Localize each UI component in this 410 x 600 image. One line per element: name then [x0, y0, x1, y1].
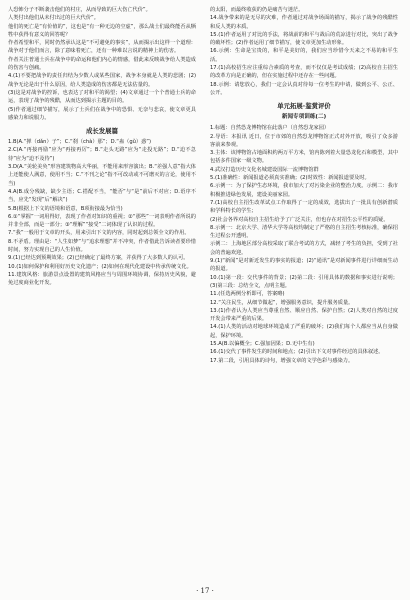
answer-item: 2.导语：本报讯 近日，位于市郊的自然恐龙博物馆正式对外开放，吸引了众多游客前来参观。 [210, 133, 398, 148]
answer-item: 3.D(A.“美轮美奂”形容建筑物高大华丽，不能用来形容演出；B.“差强人意”指大体上还能使人满意，使用不当；C.“不刊之论”指不可改动或不可磨灭的言论，使用不当) [8, 164, 196, 187]
paragraph: 人恐怖分子不断袭击他们的村庄，从而导致的巨大伤亡代价”。 [8, 7, 151, 13]
answer-item: 15.(1)作者运用了对比的手法，将战前的和平与战后的荒凉进行对比，突出了战争的破坏性；(2)作者运用了细节描写，使文章更加生动形象。 [210, 31, 398, 47]
answer-item: 11.建筑风格：旅游景点设置的建筑风格应当与周围环境协调，保持历史风貌，避免过度商业化开发。 [8, 271, 196, 287]
left-column [8, 6, 196, 590]
answer-item: 示例二：上海地区部分高校采取了联合考试的方式，减轻了考生的负担，受到了社会的普遍欢迎。 [210, 241, 398, 256]
growth-answers [8, 138, 196, 287]
answer-item: 5.B(根据上下文的语境和语意，B项衔接最为恰当) [8, 205, 123, 212]
answer-item: 5.(1)准确性：新闻报道必须真实准确；(2)时效性：新闻报道要及时。 [210, 175, 370, 182]
answer-item: 17.(1)高校招生应注重综合素质的考查，而不仅仅是考试成绩；(2)高校自主招生的改革方向是正确的，但在实施过程中还存在一些问题。 [210, 65, 398, 80]
answer-item: (2)社会各界对高校自主招生给予了广泛关注，但也存在对招生公平性的质疑。 [210, 216, 389, 223]
answer-item: 4.武汉打造历史文化名城建设国际一流博物馆群 [210, 166, 319, 173]
answer-item: 6.示例一：为了保护生态环境，我市加大了对污染企业的整治力度。示例二：我市积极推进绿色发展，建设美丽家园。 [210, 183, 398, 198]
answer-item: 7.“我”一般用于文章的开头，用来引出下文的内容，同时起到总领全文的作用。 [8, 230, 190, 237]
answer-item: 6.①“掌握”一词用得好，表现了作者对知识的重视；②“那些”一词表明作者所说的并非全部，而是一部分；③“理解”“接受”二词体现了认识的过程。 [8, 213, 196, 229]
section-title-growth: 成长发展篇 [86, 127, 118, 136]
answer-item: 10.(1)第一段：交代事件的背景；(2)第二段：引用具体的数据和事实进行说明；(3)第三段：总结全文，点明主题。 [210, 274, 398, 289]
answer-item: 2.C(A.“再接再励”应为“再接再厉”；B.“走头无路”应为“走投无路”；D.“迫不急待”应为“迫不及待”) [8, 147, 196, 162]
section-title-unit-extension: 单元拓展·鉴赏评价 [277, 102, 331, 111]
answer-item: 14.战争带来的是无尽的灾难，作者通过对战争场面的描写，揭示了战争的残酷性和反人类的本质。 [210, 15, 398, 30]
news-training-answers [210, 124, 398, 365]
paragraph: 他们的死亡是“有价值的”，这也是“有一种无边的空虚”，那么战士们最终能否从牺牲中获得有意义的回答呢？ [8, 23, 196, 38]
page-number: · 17 · [196, 587, 214, 595]
answer-item: 13.(1)作者认为人类应当尊重自然、顺应自然、保护自然；(2)人类对自然的过度开发会带来严重的后果。 [210, 307, 398, 323]
paragraph: 人类付出他们从未付出过的巨大代价”。 [8, 15, 99, 22]
answer-item: 8.示例一：北京大学、清华大学等高校均制定了严格的自主招生考核标准，确保招生过程公开透明。 [210, 224, 398, 240]
answer-item: 4.A(B.成分残缺，缺少主语；C.搭配不当，“能否”与“是”前后不对应；D.语序不当，应先“发现”后“解决”) [8, 188, 196, 204]
answer-item: 1.标题：自然恐龙博物馆在此落户（自然恐龙家园） [210, 125, 330, 132]
answer-item: 8.不矛盾。理由是：“人生如梦”与“追求理想”并不冲突，作者借此告诉读者要珍惜时间，努力实现自己的人生价值。 [8, 238, 196, 254]
answer-item: 7.(1)高校自主招生改革试点工作取得了一定的成效，选拔出了一批具有创新潜质和学科特长的学生； [210, 199, 398, 215]
answer-item: 的太阳，而最终收获的仍是痛苦与迷茫。 [210, 7, 304, 13]
question-4-block [8, 72, 196, 122]
answer-item: 9.(1)“新闻”是对新近发生的事实的报道；(2)“通讯”是对新闻事件进行详细而生动的报道。 [210, 258, 398, 273]
paragraph: 4.(1)不要把战争的责任归结为少数人或某些国家，战争本身就是人类的悲剧；(2)战争无论是出于什么原因，给人类造成的伤害都是无法估量的。 [8, 73, 196, 88]
right-top-block [210, 6, 398, 97]
answer-item: 18.示例：请您放心，我们一定会认真对待每一位考生的申请，做到公平、公正、公开。 [210, 81, 398, 96]
paragraph: 作者关注普通士兵在战争中的命运和他们内心的情感，借此来反映战争给人类造成的伤害与创痛。 [8, 56, 196, 72]
answer-item: 15.A(B.以偏概全；C.强加因果；D.无中生有) [210, 340, 315, 347]
answer-item: 16.(1)交代了事件发生的时间和地点；(2)引出下文对事件经过的具体叙述。 [210, 349, 384, 356]
paragraph: (5)作者通过细节描写，展示了士兵们在战争中的恐惧、无奈与悲哀，使文章更具感染力和说服力。 [8, 106, 196, 121]
left-top-block [8, 6, 196, 72]
answer-item: 11.(任选两例分析即可，答案略) [210, 291, 285, 298]
answer-item: 1.B(A.“掸（dǎn）子”；C.“刹（chà）那”；D.“蛊（gǔ）惑”) [8, 139, 151, 146]
answer-item: 3.主体：该博物馆占地面积约两万平方米，馆内陈列着大量恐龙化石和模型，其中包括多件国家一级文物。 [210, 150, 398, 165]
section-subtitle-news-training: 新闻专项训练(二) [281, 114, 327, 121]
paragraph: (3)这是对战争的控诉，也表达了对和平的渴望；(4)文章通过一个个普通士兵的命运，表现了战争的残酷，从而达到揭示主题的目的。 [8, 89, 196, 105]
paragraph: 作者希望和平，同时仍然承认这是“不可避免的事实”，从而揭示出这样一个道理：战争对于他们而言，除了意味着死亡，还有一种难以言说的精神上的伤害。 [8, 40, 196, 55]
answer-item: 12.“关注民生，从细节做起”，增强服务意识，提升服务质量。 [210, 299, 354, 306]
right-column [210, 6, 398, 582]
answer-item: 14.(1)人类的活动对地球环境造成了严重的破坏；(2)我们每个人都应当从自身做起，保护环境。 [210, 324, 398, 339]
answer-item: 10.(1)如何保护和利用好历史文化遗产；(2)如何在现代化建设中传承传统文化。 [8, 263, 192, 270]
answer-item: 17.第二段，引用具体的诗句，增强文章的文学色彩与感染力。 [210, 357, 354, 364]
answer-item: 9.(1)已经达到预期效果；(2)已经确定了最终方案，并获得了大多数人的认可。 [8, 255, 189, 262]
answer-item: 16.示例：生命是宝贵的，和平是美好的，我们应当珍惜今天来之不易的和平生活。 [210, 48, 398, 63]
